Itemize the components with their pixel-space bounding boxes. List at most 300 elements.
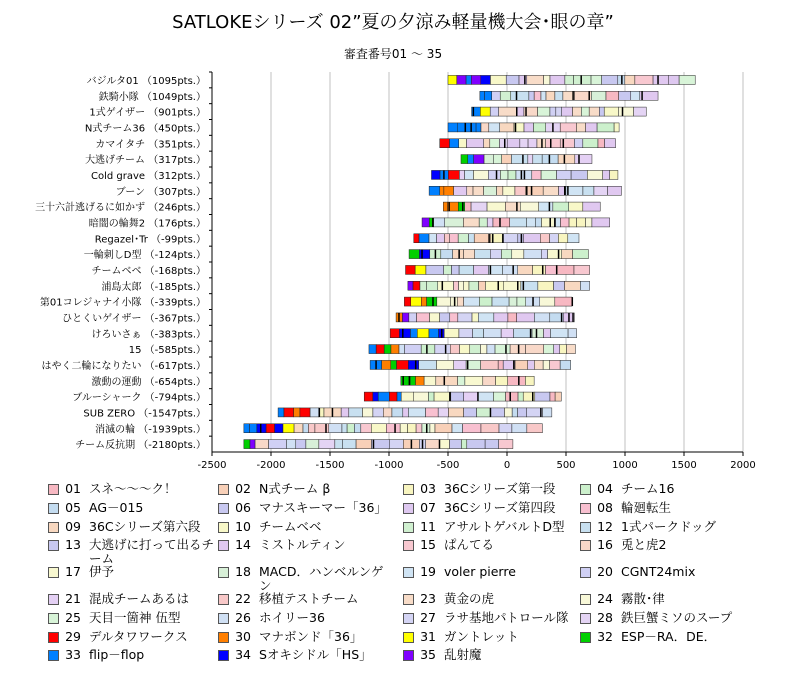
bar-segment <box>378 392 389 401</box>
legend-number: 29 <box>65 628 81 644</box>
bar-segment <box>416 424 422 433</box>
bar-segment <box>478 392 493 401</box>
legend-swatch <box>403 503 414 514</box>
bar-segment <box>458 202 464 211</box>
legend-item <box>403 501 571 515</box>
legend-number: 22 <box>235 591 251 606</box>
bar-segment <box>429 234 437 243</box>
bar-segment <box>426 440 440 449</box>
bar-segment <box>401 392 413 401</box>
bar-segment <box>454 281 459 290</box>
bar-segment <box>296 440 306 449</box>
bar-segment <box>310 408 319 417</box>
bar-segment <box>434 392 451 401</box>
bar-segment <box>527 218 536 227</box>
bar-segment <box>468 155 474 164</box>
bar-divider <box>448 202 450 211</box>
bar-segment <box>415 376 424 385</box>
legend-label: マナボンド「36」 <box>259 628 363 644</box>
bar-segment <box>528 155 533 164</box>
bar-segment <box>528 139 537 148</box>
bar-segment <box>591 75 602 84</box>
bar-segment <box>463 218 479 227</box>
bar-segment <box>501 250 511 259</box>
legend-number: 03 <box>420 481 436 496</box>
bar-segment <box>440 139 450 148</box>
y-category-label: 三十六計逃げるに如かず （246pts.） <box>35 202 206 214</box>
bar-segment <box>459 170 464 179</box>
bar-segment <box>507 139 520 148</box>
bar-segment <box>408 408 425 417</box>
bar-divider <box>564 155 566 164</box>
legend-label: チームベベ <box>259 518 322 534</box>
bar-segment <box>429 329 439 338</box>
bar-segment <box>587 170 602 179</box>
y-category-label: 消滅の輪 （-1939pts.） <box>95 424 206 436</box>
bar-segment <box>580 281 589 290</box>
bar-segment <box>533 155 542 164</box>
bar-segment <box>479 218 487 227</box>
legend-label: ホイリー36 <box>259 609 325 625</box>
bar-segment <box>484 155 494 164</box>
bar-segment <box>492 91 501 100</box>
y-category-label: Cold grave （312pts.） <box>91 170 206 182</box>
bar-segment <box>244 424 250 433</box>
legend-number: 30 <box>235 628 251 644</box>
bar-divider <box>454 297 456 306</box>
bar-segment <box>428 392 434 401</box>
bar-segment <box>450 313 458 322</box>
bar-segment <box>505 202 520 211</box>
legend-number: 06 <box>235 499 251 515</box>
bar-segment <box>364 392 373 401</box>
legend-item <box>403 538 571 552</box>
bar-segment <box>397 360 409 369</box>
bar-segment <box>445 218 464 227</box>
legend-number: 13 <box>65 537 81 553</box>
y-category-label: 大逃げチーム （317pts.） <box>85 155 206 167</box>
bar-segment <box>475 250 491 259</box>
bar-segment <box>485 281 503 290</box>
legend-number: 02 <box>235 481 251 496</box>
bar-divider <box>541 139 543 148</box>
legend-item <box>403 482 571 496</box>
legend-label: 移植テストチーム <box>259 591 359 606</box>
bar-divider <box>409 376 411 385</box>
bar-segment <box>534 313 549 322</box>
bar-segment <box>541 170 556 179</box>
bar-divider <box>462 202 464 211</box>
bar-divider <box>512 265 514 274</box>
bar-segment <box>594 186 608 195</box>
bar-segment <box>553 202 569 211</box>
legend-swatch <box>218 567 229 578</box>
bar-segment <box>539 202 553 211</box>
bar-divider <box>540 408 542 417</box>
bar-segment <box>386 424 400 433</box>
bar-divider <box>515 123 517 132</box>
bar-segment <box>567 345 576 354</box>
bar-segment <box>400 424 407 433</box>
y-category-label: 激動の運動 （-654pts.） <box>91 376 206 388</box>
legend-number: 19 <box>420 564 436 580</box>
y-category-label: ブルーシャーク （-794pts.） <box>72 392 206 404</box>
bar-segment <box>426 265 444 274</box>
bar-segment <box>461 155 468 164</box>
bar-divider <box>332 408 334 417</box>
bar-segment <box>347 424 354 433</box>
bar-segment <box>341 408 349 417</box>
bar-segment <box>515 360 528 369</box>
bar-segment <box>308 424 315 433</box>
bar-segment <box>391 345 399 354</box>
bar-divider <box>556 265 558 274</box>
legend-item <box>218 565 386 593</box>
legend-number: 17 <box>65 564 81 580</box>
bar-segment <box>490 139 500 148</box>
y-category-label: N式チーム36 （450pts.） <box>84 123 206 135</box>
bar-segment <box>448 75 457 84</box>
bar-segment <box>369 345 376 354</box>
bar-segment <box>487 218 493 227</box>
bar-segment <box>382 360 391 369</box>
bar-segment <box>558 155 575 164</box>
bar-segment <box>422 424 430 433</box>
bar-divider <box>422 440 424 449</box>
bar-segment <box>586 123 597 132</box>
bar-segment <box>597 123 614 132</box>
bar-segment <box>373 408 383 417</box>
bar-segment <box>524 250 541 259</box>
bar-segment <box>484 139 490 148</box>
legend-item <box>580 501 748 515</box>
bar-divider <box>549 155 551 164</box>
bar-divider <box>558 250 560 259</box>
bar-segment <box>300 408 310 417</box>
bar-segment <box>319 440 335 449</box>
bar-segment <box>543 360 550 369</box>
bar-segment <box>497 186 503 195</box>
bar-segment <box>527 75 544 84</box>
bar-divider <box>443 170 445 179</box>
bar-segment <box>453 250 464 259</box>
bar-divider <box>513 360 515 369</box>
bar-segment <box>478 313 494 322</box>
bar-segment <box>554 345 560 354</box>
legend-item <box>403 520 571 534</box>
bar-segment <box>467 440 485 449</box>
legend-label: 36Cシリーズ第四段 <box>444 499 556 515</box>
bar-segment <box>481 123 489 132</box>
legend-swatch <box>218 522 229 533</box>
bar-segment <box>257 424 266 433</box>
bar-segment <box>415 265 426 274</box>
legend-item <box>580 630 748 644</box>
bar-segment <box>421 297 426 306</box>
x-tick-label: 500 <box>556 460 576 471</box>
legend-label: 霧散･律 <box>621 591 665 606</box>
bar-segment <box>283 424 294 433</box>
legend-item <box>48 611 216 625</box>
bar-segment <box>488 170 500 179</box>
bar-segment <box>477 408 491 417</box>
legend-number: 34 <box>235 647 251 663</box>
bar-segment <box>476 123 481 132</box>
bar-segment <box>420 281 426 290</box>
legend-item <box>48 565 216 579</box>
bar-segment <box>653 75 668 84</box>
bar-segment <box>459 265 474 274</box>
bar-segment <box>506 75 519 84</box>
bar-segment <box>410 329 417 338</box>
legend-item <box>218 611 386 625</box>
bar-divider <box>496 170 498 179</box>
bar-segment <box>397 392 401 401</box>
bar-segment <box>510 345 525 354</box>
legend-number: 04 <box>597 481 613 496</box>
legend-item <box>218 630 386 644</box>
bar-segment <box>541 250 547 259</box>
legend-number: 33 <box>65 647 81 663</box>
bar-segment <box>492 297 509 306</box>
bar-segment <box>500 170 508 179</box>
legend-swatch <box>580 567 591 578</box>
y-category-label: SUB ZERO （-1547pts.） <box>83 408 206 420</box>
bar-segment <box>429 313 439 322</box>
bar-segment <box>525 186 543 195</box>
bar-segment <box>490 75 506 84</box>
bar-segment <box>410 376 415 385</box>
y-category-label: 15 （-585pts.） <box>128 345 206 357</box>
bar-divider <box>470 123 472 132</box>
bar-divider <box>567 186 569 195</box>
legend-swatch <box>580 540 591 551</box>
bar-segment <box>499 139 507 148</box>
bar-segment <box>473 186 484 195</box>
bar-divider <box>411 440 413 449</box>
legend-swatch <box>218 650 229 661</box>
bar-segment <box>461 440 466 449</box>
y-category-label: Regazel･Tr （-99pts.） <box>94 234 206 246</box>
bar-segment <box>490 408 504 417</box>
legend-number: 15 <box>420 537 436 553</box>
bar-segment <box>502 234 517 243</box>
bar-segment <box>408 360 418 369</box>
bar-segment <box>409 250 419 259</box>
bar-divider <box>449 392 451 401</box>
bar-segment <box>474 155 484 164</box>
legend-swatch <box>580 632 591 643</box>
bar-segment <box>512 250 524 259</box>
legend-swatch <box>580 613 591 624</box>
bar-segment <box>444 329 459 338</box>
bar-segment <box>342 424 347 433</box>
x-tick-label: 1500 <box>671 460 697 471</box>
bar-segment <box>303 424 308 433</box>
legend-label: チーム16 <box>621 481 675 496</box>
y-category-label: カマイタチ （351pts.） <box>95 139 206 151</box>
bar-divider <box>525 107 527 116</box>
bar-segment <box>583 202 600 211</box>
bar-segment <box>560 123 576 132</box>
bar-divider <box>325 424 327 433</box>
bar-divider <box>439 440 441 449</box>
bar-segment <box>589 107 599 116</box>
bar-divider <box>504 139 506 148</box>
legend-swatch <box>403 540 414 551</box>
bar-segment <box>417 329 429 338</box>
bar-segment <box>511 155 527 164</box>
bar-segment <box>634 107 647 116</box>
bar-divider <box>435 250 437 259</box>
bar-segment <box>465 202 471 211</box>
bar-segment <box>484 329 502 338</box>
bar-segment <box>598 139 605 148</box>
bar-segment <box>399 345 405 354</box>
legend-swatch <box>218 613 229 624</box>
bar-segment <box>434 218 445 227</box>
legend-swatch <box>48 540 59 551</box>
legend-label: 天目一箇神 伍型 <box>89 609 181 625</box>
bar-segment <box>508 376 526 385</box>
bar-segment <box>532 170 541 179</box>
bar-segment <box>417 313 430 322</box>
bar-segment <box>448 170 459 179</box>
legend-swatch <box>48 632 59 643</box>
bar-segment <box>390 440 404 449</box>
bar-segment <box>465 170 474 179</box>
bar-segment <box>502 155 512 164</box>
bar-segment <box>581 107 589 116</box>
bar-segment <box>556 107 562 116</box>
bar-segment <box>500 123 514 132</box>
legend-item <box>218 520 386 534</box>
bar-segment <box>603 170 610 179</box>
legend-number: 12 <box>597 518 613 534</box>
bar-segment <box>408 281 413 290</box>
bar-segment <box>413 281 420 290</box>
bar-segment <box>473 170 488 179</box>
bar-segment <box>574 265 590 274</box>
y-category-label: 一輪刺しD型 （-124pts.） <box>83 250 206 262</box>
bar-segment <box>419 250 429 259</box>
bar-segment <box>471 75 480 84</box>
legend-swatch <box>580 503 591 514</box>
legend-number: 20 <box>597 564 613 580</box>
bar-segment <box>493 392 505 401</box>
bar-divider <box>421 250 423 259</box>
bar-segment <box>610 170 618 179</box>
bar-divider <box>458 250 460 259</box>
legend-swatch <box>48 522 59 533</box>
bar-segment <box>484 186 497 195</box>
y-category-label: 1式ゲイザー （901pts.） <box>89 107 206 119</box>
bar-segment <box>419 234 429 243</box>
bar-segment <box>479 297 492 306</box>
bar-segment <box>533 265 546 274</box>
bar-segment <box>548 250 562 259</box>
chart-subtitle: 審査番号01 ～ 35 <box>343 47 443 61</box>
legend-number: 26 <box>235 609 251 625</box>
legend-number: 23 <box>420 591 436 606</box>
bar-divider <box>549 202 551 211</box>
bar-segment <box>569 218 577 227</box>
bar-segment <box>427 297 437 306</box>
bar-divider <box>518 345 520 354</box>
bar-segment <box>568 329 577 338</box>
bar-segment <box>449 139 458 148</box>
bar-segment <box>550 329 568 338</box>
legend-label: 黄金の虎 <box>444 591 495 606</box>
bar-segment <box>540 297 555 306</box>
bar-segment <box>524 123 533 132</box>
legend-item <box>218 538 386 552</box>
bar-divider <box>499 218 501 227</box>
bar-segment <box>458 234 468 243</box>
bar-segment <box>457 123 465 132</box>
bar-segment <box>506 392 518 401</box>
bar-segment <box>550 234 559 243</box>
y-category-label: バジルタ01 （1095pts.） <box>86 75 206 87</box>
bar-divider <box>561 313 563 322</box>
bar-segment <box>440 186 444 195</box>
bar-segment <box>599 107 604 116</box>
bar-segment <box>545 265 556 274</box>
bar-segment <box>459 281 464 290</box>
legend-label: Sオキシドル「HS」 <box>259 647 372 663</box>
bar-segment <box>431 170 440 179</box>
bar-segment <box>592 218 610 227</box>
bar-segment <box>560 218 569 227</box>
bar-segment <box>511 91 529 100</box>
bar-segment <box>471 202 487 211</box>
bar-divider <box>588 91 590 100</box>
bar-divider <box>432 218 434 227</box>
bar-segment <box>361 424 371 433</box>
legend-label: スネ～～～ク！ <box>89 481 177 496</box>
bar-divider <box>572 297 574 306</box>
bar-segment <box>515 186 525 195</box>
bar-segment <box>435 424 452 433</box>
bar-segment <box>392 408 403 417</box>
legend-number: 05 <box>65 499 81 515</box>
bar-segment <box>473 329 484 338</box>
legend-swatch <box>403 484 414 495</box>
bar-segment <box>493 218 510 227</box>
bar-segment <box>555 297 572 306</box>
legend-label: 伊予 <box>89 564 115 580</box>
bar-divider <box>402 329 404 338</box>
bar-segment <box>481 360 498 369</box>
legend-label: N式チーム β <box>259 481 331 496</box>
bar-segment <box>490 250 501 259</box>
legend-item <box>580 592 748 606</box>
legend-swatch <box>403 567 414 578</box>
bar-segment <box>438 408 448 417</box>
legend-label: 輪廻転生 <box>621 499 672 515</box>
bar-segment <box>441 250 453 259</box>
bar-segment <box>467 186 473 195</box>
bar-segment <box>437 234 445 243</box>
bar-segment <box>481 424 499 433</box>
bar-segment <box>533 123 545 132</box>
bar-divider <box>516 91 518 100</box>
bar-segment <box>499 107 517 116</box>
bar-segment <box>286 440 295 449</box>
bar-divider <box>488 234 490 243</box>
bar-segment <box>444 186 454 195</box>
bar-divider <box>473 107 475 116</box>
